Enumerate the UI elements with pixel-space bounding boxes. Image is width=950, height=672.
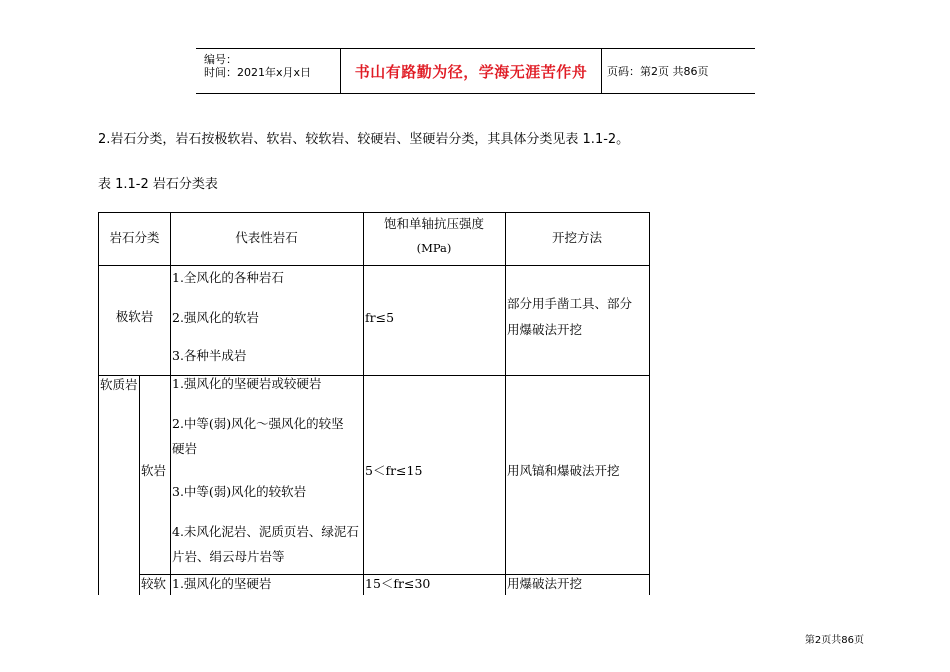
header-strength-unit: (MPa) bbox=[416, 241, 452, 255]
page-header bbox=[196, 48, 755, 94]
row3-rock-1: 1.强风化的坚硬岩 bbox=[172, 576, 272, 591]
row2-rock-1: 1.强风化的坚硬岩或较硬岩 bbox=[172, 376, 322, 391]
row3-method: 用爆破法开挖 bbox=[507, 576, 583, 591]
header-strength: 饱和单轴抗压强度 bbox=[383, 216, 484, 231]
header-number-label: 编号： bbox=[204, 53, 237, 66]
row2-strength: 5＜fr≤15 bbox=[365, 463, 423, 478]
row1-method-1: 部分用手凿工具、部分 bbox=[507, 296, 633, 311]
row3-category: 较软 bbox=[141, 576, 167, 591]
rock-classification-table bbox=[98, 212, 650, 595]
header-page-label: 页码：第2页 共86页 bbox=[607, 65, 709, 78]
row2-rock-3: 3.中等(弱)风化的较软岩 bbox=[172, 484, 307, 499]
header-method: 开挖方法 bbox=[551, 230, 602, 245]
row2-category: 软岩 bbox=[141, 463, 167, 478]
body-paragraph: 2.岩石分类，岩石按极软岩、软岩、较软岩、较硬岩、坚硬岩分类，其具体分类见表 1.1-2。 bbox=[98, 132, 630, 147]
row1-rock-1: 1.全风化的各种岩石 bbox=[172, 270, 284, 285]
row1-method-2: 用爆破法开挖 bbox=[507, 322, 583, 337]
row1-strength: fr≤5 bbox=[365, 310, 395, 325]
header-motto: 书山有路勤为径，学海无涯苦作舟 bbox=[340, 49, 602, 93]
header-rocks: 代表性岩石 bbox=[235, 230, 298, 245]
row2-method: 用风镐和爆破法开挖 bbox=[507, 463, 620, 478]
row1-rock-2: 2.强风化的软岩 bbox=[172, 310, 259, 325]
header-category: 岩石分类 bbox=[109, 230, 160, 245]
table-caption: 表 1.1-2 岩石分类表 bbox=[98, 177, 218, 192]
row2-rock-4-cont: 片岩、绢云母片岩等 bbox=[172, 549, 285, 564]
row2-rock-2: 2.中等(弱)风化～强风化的较坚 bbox=[172, 416, 344, 431]
row2-group: 软质岩 bbox=[100, 377, 138, 392]
row2-rock-2-cont: 硬岩 bbox=[172, 441, 198, 456]
row2-rock-4: 4.未风化泥岩、泥质页岩、绿泥石 bbox=[172, 524, 359, 539]
row3-strength: 15＜fr≤30 bbox=[365, 576, 431, 591]
row1-rock-3: 3.各种半成岩 bbox=[172, 348, 247, 363]
header-meta bbox=[196, 49, 340, 93]
row1-category: 极软岩 bbox=[115, 309, 154, 324]
page-footer: 第2页共86页 bbox=[804, 635, 864, 646]
header-time-label: 时间：2021年x月x日 bbox=[204, 66, 312, 79]
